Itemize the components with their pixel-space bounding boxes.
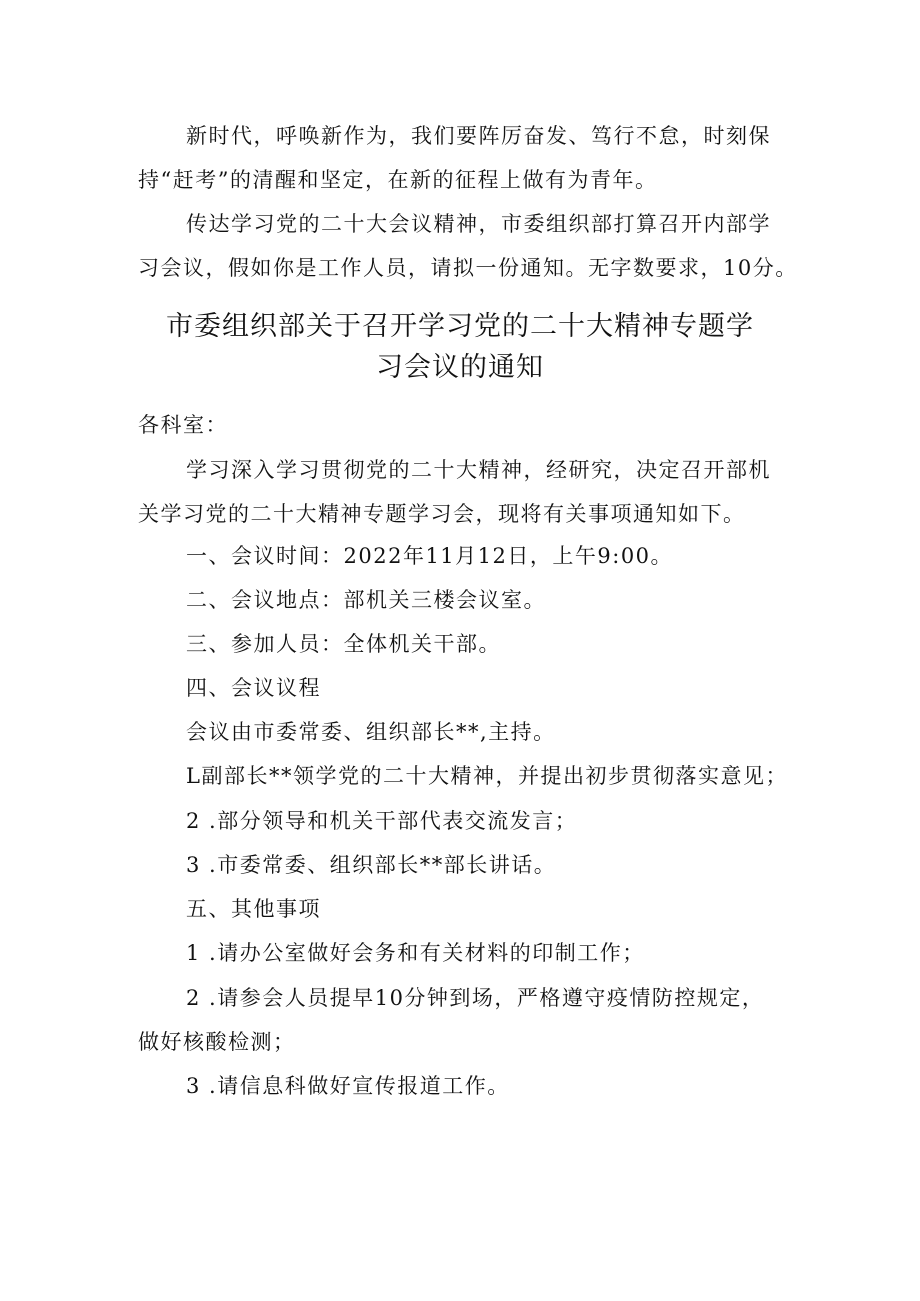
item-other-heading: 五、其他事项 xyxy=(186,897,321,921)
other-item-3: 3 .请信息科做好宣传报道工作。 xyxy=(186,1074,510,1098)
notice-title-line-1: 市委组织部关于召开学习党的二十大精神专题学 xyxy=(166,311,754,342)
body-line-1: 学习深入学习贯彻党的二十大精神，经研究，决定召开部机 xyxy=(186,458,771,482)
notice-title-line-2: 习会议的通知 xyxy=(376,352,544,383)
agenda-item-2: 2 .部分领导和机关干部代表交流发言； xyxy=(186,809,578,833)
item-meeting-time: 一、会议时间：2022年11月12日，上午9:00。 xyxy=(186,544,674,568)
intro-line-4: 习会议，假如你是工作人员，请拟一份通知。无字数要求，10分。 xyxy=(138,256,798,280)
other-item-1: 1 .请办公室做好会务和有关材料的印制工作； xyxy=(186,941,645,965)
agenda-host: 会议由市委常委、组织部长**,主持。 xyxy=(186,720,556,744)
item-meeting-place: 二、会议地点：部机关三楼会议室。 xyxy=(186,588,546,612)
intro-line-3: 传达学习党的二十大会议精神，市委组织部打算召开内部学 xyxy=(186,212,771,236)
other-item-2-line-1: 2 .请参会人员提早10分钟到场，严格遵守疫情防控规定， xyxy=(186,986,765,1010)
other-item-2-line-2: 做好核酸检测； xyxy=(138,1030,296,1054)
item-agenda-heading: 四、会议议程 xyxy=(186,676,321,700)
body-line-2: 关学习党的二十大精神专题学习会，现将有关事项通知如下。 xyxy=(138,502,746,526)
intro-line-1: 新时代，呼唤新作为，我们要阵厉奋发、笃行不怠，时刻保 xyxy=(186,124,771,148)
agenda-item-3: 3 .市委常委、组织部长**部长讲话。 xyxy=(186,853,557,877)
agenda-item-1: L副部长**领学党的二十大精神，并提出初步贯彻落实意见； xyxy=(186,764,788,788)
intro-line-2: 持“赶考”的清醒和坚定，在新的征程上做有为青年。 xyxy=(138,168,658,192)
salutation: 各科室： xyxy=(138,413,228,437)
item-attendees: 三、参加人员：全体机关干部。 xyxy=(186,632,501,656)
